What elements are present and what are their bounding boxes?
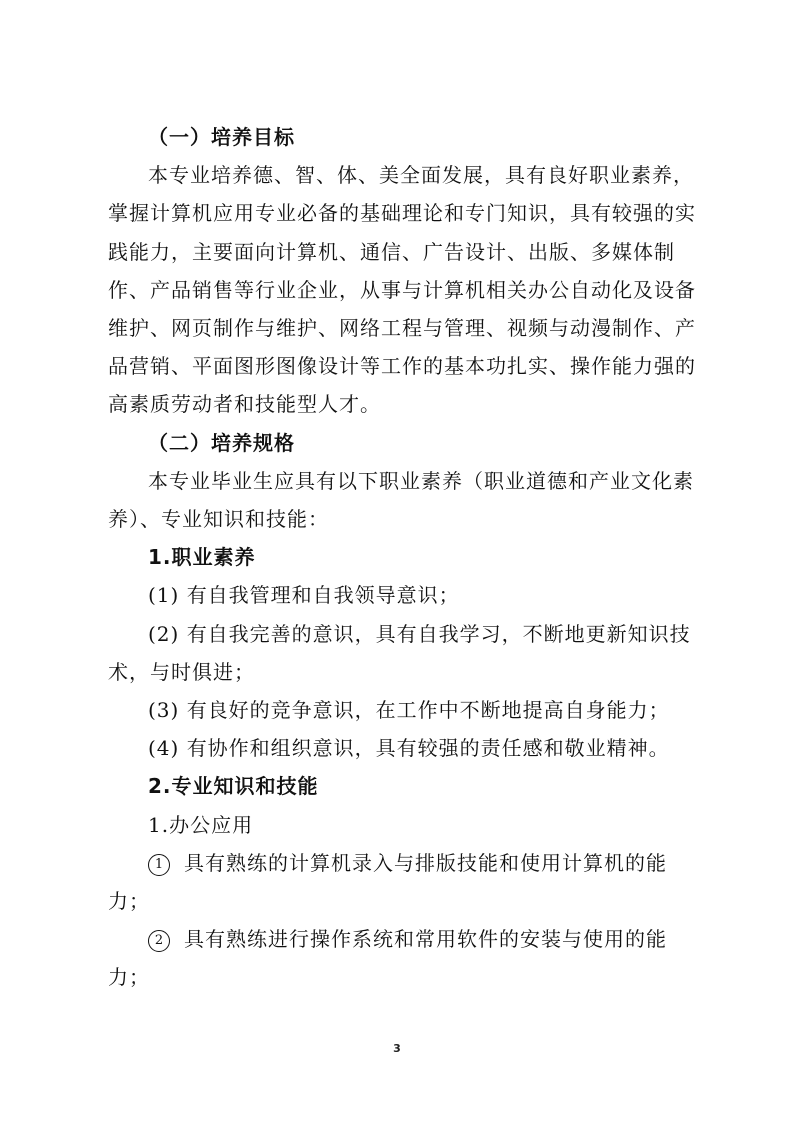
training-goals-paragraph: 本专业培养德、智、体、美全面发展，具有良好职业素养，掌握计算机应用专业必备的基础理论和专门知识，具有较强的实践能力，主要面向计算机、通信、广告设计、出版、多媒体制作、产品销售等行业企业，从事与计算机相关办公自动化及设备维护、网页制作与维护、网络工程与管理、视频与动漫制作、产品营销、平面图形图像设计等工作的基本功扎实、操作能力强的高素质劳动者和技能型人才。 bbox=[108, 163, 696, 417]
circled-number-marker: 2 bbox=[148, 930, 170, 952]
section-heading-training-specs: （二）培养规格 bbox=[148, 430, 295, 455]
section-heading-training-goals: （一）培养目标 bbox=[148, 125, 295, 149]
training-specs-intro: 本专业毕业生应具有以下职业素养（职业道德和产业文化素养）、专业知识和技能： bbox=[108, 468, 694, 532]
list-item: (2) 有自我完善的意识，具有自我学习，不断地更新知识技术，与时俱进； bbox=[108, 621, 691, 684]
list-item: (4) 有协作和组织意识，具有较强的责任感和敬业精神。 bbox=[148, 736, 670, 761]
list-item-text: 具有熟练进行操作系统和常用软件的安装与使用的能力； bbox=[108, 927, 667, 990]
list-item: (3) 有良好的竞争意识，在工作中不断地提高自身能力； bbox=[148, 698, 670, 723]
document-body bbox=[108, 118, 698, 997]
circled-number-marker: 1 bbox=[148, 854, 170, 876]
list-item: (1) 有自我管理和自我领导意识； bbox=[148, 583, 460, 608]
list-item bbox=[108, 920, 698, 996]
list-item bbox=[108, 844, 698, 920]
subheading-professional-qualities: 1.职业素养 bbox=[148, 545, 256, 570]
list-item-text: 具有熟练的计算机录入与排版技能和使用计算机的能力； bbox=[108, 850, 667, 914]
page-number: 3 bbox=[393, 1042, 401, 1055]
subheading-knowledge-skills: 2.专业知识和技能 bbox=[148, 774, 319, 799]
subsection-office-applications: 1.办公应用 bbox=[148, 812, 254, 837]
